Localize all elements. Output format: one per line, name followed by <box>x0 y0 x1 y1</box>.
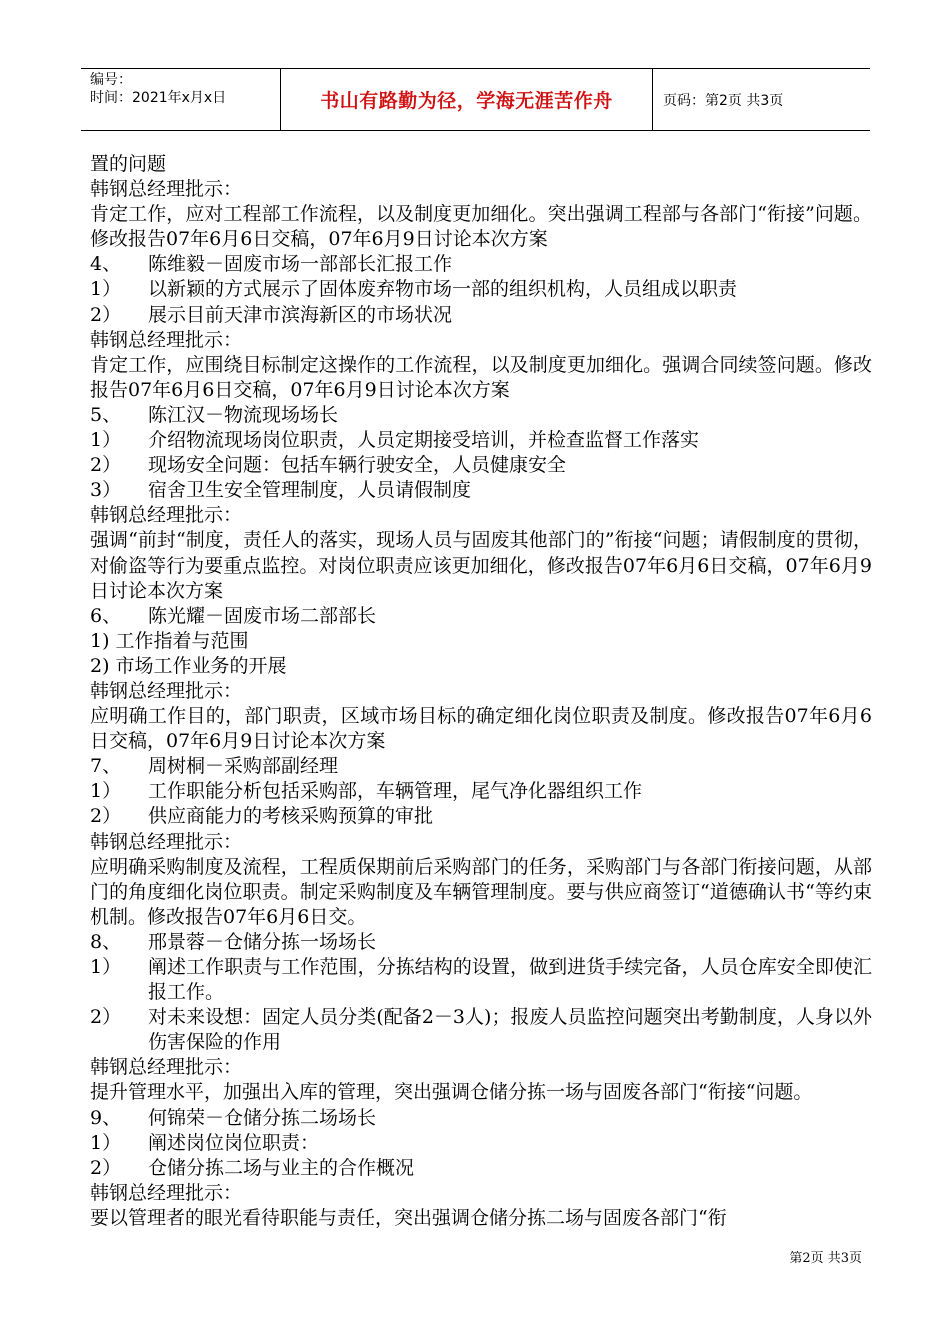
list-item-text: 陈江汉－物流现场场长 <box>148 403 339 426</box>
text-line: 韩钢总经理批示： <box>90 328 243 351</box>
list-item <box>90 403 872 428</box>
list-item <box>90 453 872 478</box>
text-line: 韩钢总经理批示： <box>90 504 243 527</box>
list-item <box>90 303 872 328</box>
list-item <box>90 1106 872 1131</box>
header-meta <box>81 69 281 130</box>
list-item-text: 周树桐－采购部副经理 <box>148 755 339 778</box>
list-item-number: 1） <box>90 278 122 301</box>
list-item-text: 宿舍卫生安全管理制度，人员请假制度 <box>148 479 472 502</box>
list-item-text: 工作职能分析包括采购部，车辆管理，尾气净化器组织工作 <box>148 780 643 803</box>
list-item <box>90 277 872 302</box>
paragraph: 肯定工作，应围绕目标制定这操作的工作流程，以及制度更加细化。强调合同续签问题。修改报告07年6月6日交稿，07年6月9日讨论本次方案 <box>90 353 872 401</box>
paragraph: 提升管理水平，加强出入库的管理，突出强调仓储分拣一场与固废各部门“衔接“问题。 <box>90 1081 813 1104</box>
list-item-number: 1） <box>90 780 122 803</box>
list-item-text: 展示目前天津市滨海新区的市场状况 <box>148 303 453 326</box>
paragraph: 应明确工作目的，部门职责，区域市场目标的确定细化岗位职责及制度。修改报告07年6月6日交稿，07年6月9日讨论本次方案 <box>90 705 872 753</box>
list-item-text: 对未来设想：固定人员分类(配备2－3人)；报废人员监控问题突出考勤制度，人身以外伤害保险的作用 <box>148 1006 872 1054</box>
list-item-text: 供应商能力的考核采购预算的审批 <box>148 805 434 828</box>
list-item-number: 3） <box>90 479 122 502</box>
list-item-text: 阐述岗位岗位职责： <box>148 1131 320 1154</box>
list-item <box>90 478 872 503</box>
list-item-text: 现场安全问题：包括车辆行驶安全，人员健康安全 <box>148 454 567 477</box>
list-item-text: 以新颖的方式展示了固体废弃物市场一部的组织机构，人员组成以职责 <box>148 278 738 301</box>
text-line: 要以管理者的眼光看待职能与责任，突出强调仓储分拣二场与固废各部门“衔 <box>90 1206 727 1229</box>
list-item-number: 9、 <box>90 1106 122 1129</box>
text-line: 韩钢总经理批示： <box>90 1056 243 1079</box>
list-item <box>90 804 872 829</box>
list-item-number: 1） <box>90 956 122 978</box>
list-item <box>90 955 872 1005</box>
list-item-number: 2） <box>90 1006 122 1029</box>
text-line: 置的问题 <box>90 153 167 175</box>
header-motto: 书山有路勤为径，学海无涯苦作舟 <box>281 69 653 130</box>
list-item <box>90 754 872 779</box>
list-item-number: 1） <box>90 429 122 452</box>
paragraph: 应明确采购制度及流程，工程质保期前后采购部门的任务，采购部门与各部门衔接问题，从部门的角度细化岗位职责。制定采购制度及车辆管理制度。要与供应商签订“道德确认书“等约束机制。修改报告07年6月6日交。 <box>90 855 872 928</box>
text-line: 韩钢总经理批示： <box>90 1181 243 1204</box>
list-item <box>90 428 872 453</box>
paragraph: 肯定工作，应对工程部工作流程，以及制度更加细化。突出强调工程部与各部门“衔接”问题。修改报告07年6月6日交稿，07年6月9日讨论本次方案 <box>90 203 872 251</box>
list-item <box>90 930 872 955</box>
list-item-number: 2） <box>90 454 122 477</box>
list-item-number: 2） <box>90 805 122 828</box>
list-item-text: 仓储分拣二场与业主的合作概况 <box>148 1156 415 1179</box>
list-item-text: 陈光耀－固废市场二部部长 <box>148 604 377 627</box>
list-item-text: 阐述工作职责与工作范围，分拣结构的设置，做到进货手续完备，人员仓库安全即使汇报工作。 <box>148 956 872 1004</box>
list-item-text: 邢景蓉－仓储分拣一场场长 <box>148 930 377 953</box>
list-item <box>90 252 872 277</box>
page-footer: 第2页 共3页 <box>789 1251 862 1266</box>
list-item <box>90 1131 872 1156</box>
list-item-number: 7、 <box>90 755 122 778</box>
list-item-number: 2） <box>90 1156 122 1179</box>
list-item-number: 5、 <box>90 403 122 426</box>
list-item <box>90 779 872 804</box>
text-line: 2) 市场工作业务的开展 <box>90 654 287 677</box>
list-item <box>90 604 872 629</box>
text-line: 1) 工作指着与范围 <box>90 629 249 652</box>
document-header <box>81 68 870 131</box>
document-body <box>90 152 872 1231</box>
list-item-number: 6、 <box>90 604 122 627</box>
list-item-text: 介绍物流现场岗位职责，人员定期接受培训，并检查监督工作落实 <box>148 429 700 452</box>
document-time-label: 时间：2021年x月x日 <box>90 90 227 106</box>
paragraph: 强调“前封“制度，责任人的落实，现场人员与固废其他部门的”衔接“问题；请假制度的贯彻，对偷盗等行为要重点监控。对岗位职责应该更加细化，修改报告07年6月6日交稿，07年6月9日讨论本次方案 <box>90 529 872 602</box>
header-page-number: 页码：第2页 共3页 <box>663 92 784 109</box>
list-item-number: 2） <box>90 303 122 326</box>
text-line: 韩钢总经理批示： <box>90 679 243 702</box>
list-item-number: 8、 <box>90 930 122 953</box>
text-line: 韩钢总经理批示： <box>90 178 243 201</box>
list-item-number: 4、 <box>90 253 122 276</box>
list-item-number: 1） <box>90 1131 122 1154</box>
text-line: 韩钢总经理批示： <box>90 830 243 853</box>
list-item <box>90 1005 872 1055</box>
list-item <box>90 1156 872 1181</box>
document-number-label: 编号： <box>90 72 132 88</box>
list-item-text: 何锦荣－仓储分拣二场场长 <box>148 1106 377 1129</box>
list-item-text: 陈维毅－固废市场一部部长汇报工作 <box>148 253 453 276</box>
